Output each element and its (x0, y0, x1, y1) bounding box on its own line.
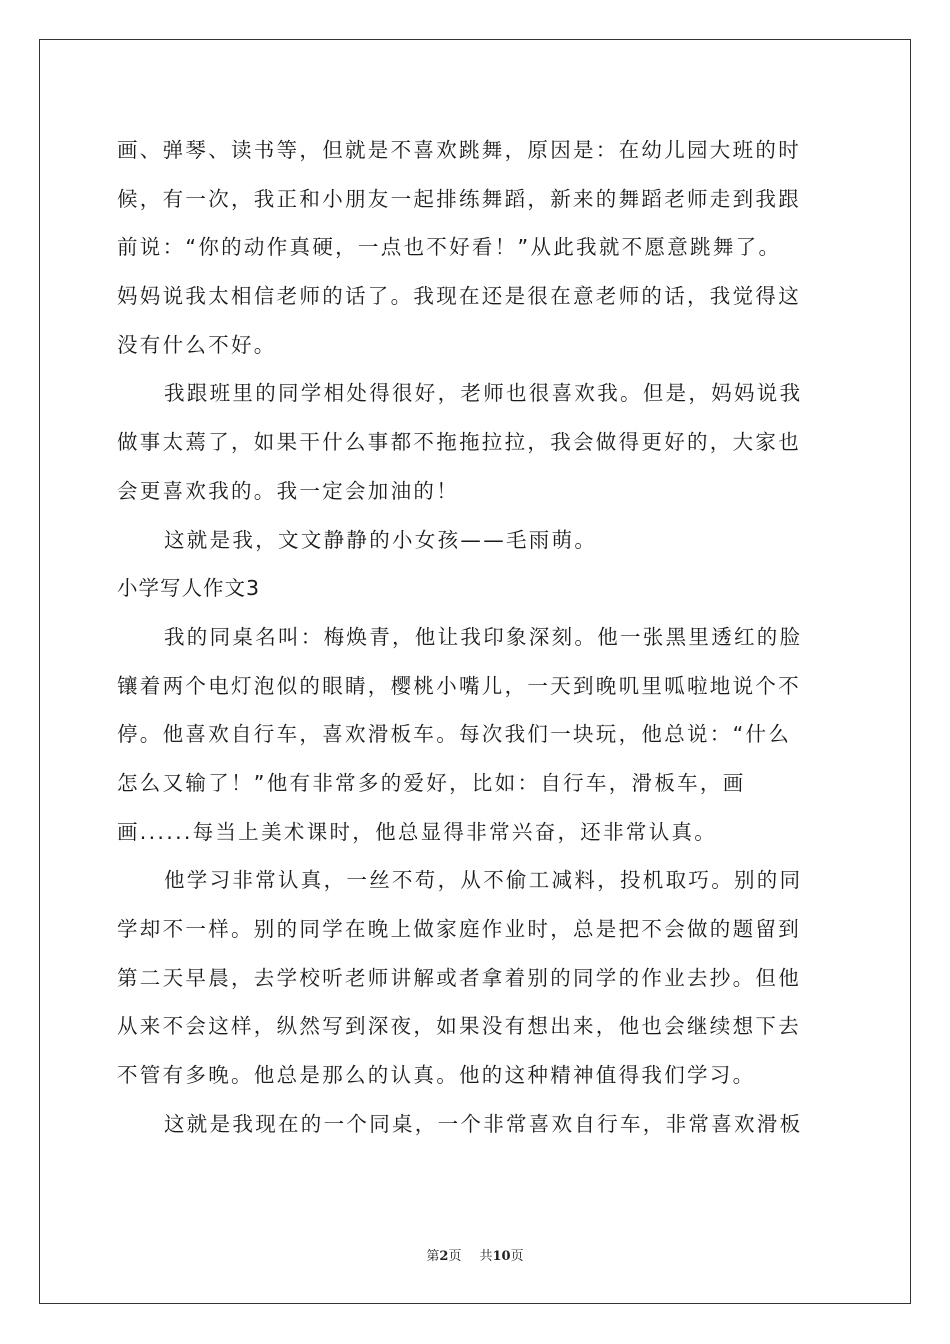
text-line: 没有什么不好。 (117, 332, 277, 357)
text-line: 镶着两个电灯泡似的眼睛，樱桃小嘴儿，一天到晚叽里呱啦地说个不 (117, 673, 801, 698)
document-body (117, 126, 833, 1148)
text-line: 前说：“你的动作真硬，一点也不好看！”从此我就不愿意跳舞了。 (117, 235, 782, 260)
paragraph-start: 他学习非常认真，一丝不苟，从不偷工减料，投机取巧。别的同 (164, 868, 803, 893)
page-footer (0, 1245, 950, 1264)
text-line: 停。他喜欢自行车，喜欢滑板车。每次我们一块玩，他总说：“什么 (117, 722, 792, 747)
total-prefix: 共 (479, 1249, 493, 1264)
text-line: 会更喜欢我的。我一定会加油的！ (117, 478, 459, 503)
text-line: 妈妈说我太相信老师的话了。我现在还是很在意老师的话，我觉得这 (117, 284, 801, 309)
text-line: 从来不会这样，纵然写到深夜，如果没有想出来，他也会继续想下去 (117, 1014, 801, 1039)
section-heading: 小学写人作文3 (117, 576, 261, 601)
text-line: 画......每当上美术课时，他总显得非常兴奋，还非常认真。 (117, 819, 718, 844)
text-line: 怎么又输了！”他有非常多的爱好，比如：自行车，滑板车，画 (117, 770, 746, 795)
page-prefix: 第 (426, 1249, 440, 1264)
total-pages: 10 (492, 1249, 511, 1264)
text-line: 学却不一样。别的同学在晚上做家庭作业时，总是把不会做的题留到 (117, 917, 801, 941)
text-line: 候，有一次，我正和小朋友一起排练舞蹈，新来的舞蹈老师走到我跟 (117, 186, 801, 211)
paragraph-start: 这就是我，文文静静的小女孩——毛雨萌。 (164, 527, 598, 552)
text-line: 第二天早晨，去学校听老师讲解或者拿着别的同学的作业去抄。但他 (117, 965, 801, 990)
page-suffix: 页 (448, 1249, 462, 1264)
paragraph-start: 我跟班里的同学相处得很好，老师也很喜欢我。但是，妈妈说我 (164, 381, 803, 406)
paragraph-start: 这就是我现在的一个同桌，一个非常喜欢自行车，非常喜欢滑板 (164, 1111, 803, 1136)
text-line: 不管有多晚。他总是那么的认真。他的这种精神值得我们学习。 (117, 1063, 756, 1088)
text-line: 画、弹琴、读书等，但就是不喜欢跳舞，原因是：在幼儿园大班的时 (117, 138, 801, 162)
page-number: 2 (439, 1249, 449, 1264)
paragraph-start: 我的同桌名叫：梅焕青，他让我印象深刻。他一张黑里透红的脸 (164, 624, 803, 649)
total-suffix: 页 (510, 1249, 524, 1264)
text-line: 做事太蔫了，如果干什么事都不拖拖拉拉，我会做得更好的，大家也 (117, 430, 801, 455)
